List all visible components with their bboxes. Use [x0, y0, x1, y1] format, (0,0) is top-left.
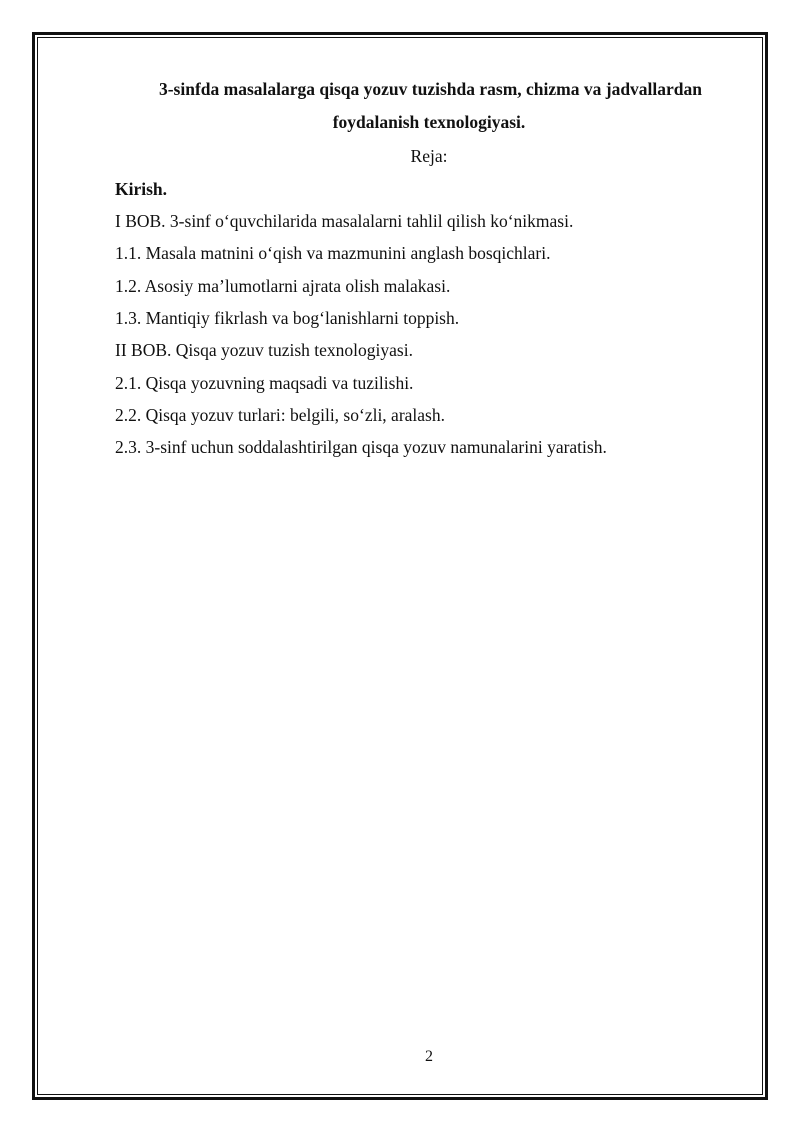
plan-item-2-1: 2.1. Qisqa yozuvning maqsadi va tuzilishi.	[115, 373, 414, 393]
document-title-line-2: foydalanish texnologiyasi.	[332, 112, 526, 132]
document-title-line-1: 3-sinfda masalalarga qisqa yozuv tuzishda rasm, chizma va jadvallardan	[158, 79, 703, 99]
plan-item-1-2: 1.2. Asosiy ma’lumotlarni ajrata olish malakasi.	[115, 276, 451, 296]
plan-heading: Reja:	[410, 146, 448, 166]
plan-item-1-1: 1.1. Masala matnini o‘qish va mazmunini anglash bosqichlari.	[115, 243, 551, 263]
plan-item-2-3: 2.3. 3-sinf uchun soddalashtirilgan qisqa yozuv namunalarini yaratish.	[115, 437, 607, 457]
plan-item-chapter-2: II BOB. Qisqa yozuv tuzish texnologiyasi.	[115, 340, 413, 360]
plan-item-introduction: Kirish.	[115, 179, 168, 199]
page-number: 2	[425, 1048, 433, 1065]
plan-item-2-2: 2.2. Qisqa yozuv turlari: belgili, so‘zli, aralash.	[115, 405, 445, 425]
plan-item-1-3: 1.3. Mantiqiy fikrlash va bog‘lanishlarni toppish.	[115, 308, 460, 328]
plan-item-chapter-1: I BOB. 3-sinf o‘quvchilarida masalalarni tahlil qilish ko‘nikmasi.	[115, 211, 574, 231]
